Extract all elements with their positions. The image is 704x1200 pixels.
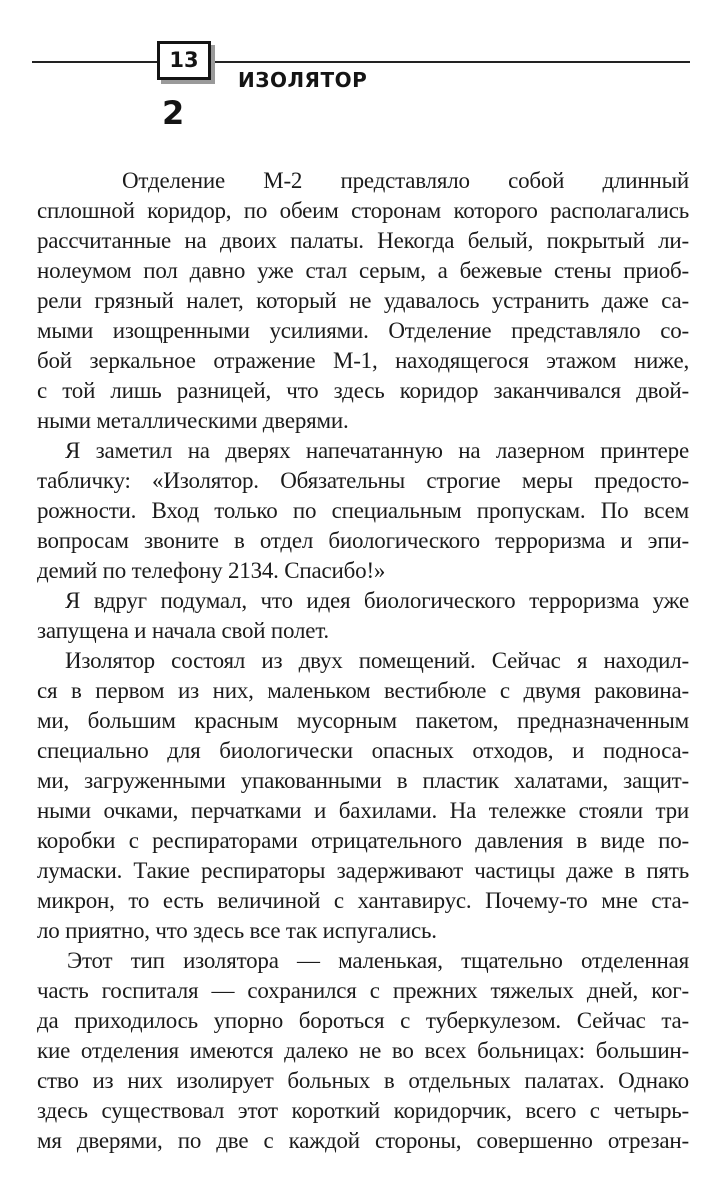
- text-line: специально для биологически опасных отходов, и подноса-: [37, 738, 689, 763]
- page-number: 13: [169, 48, 199, 72]
- text-line: рели грязный налет, который не удавалось устранить даже са-: [37, 288, 689, 313]
- text-line: Этот тип изолятора — маленькая, тщательно отделенная: [67, 948, 689, 973]
- running-title: ИЗОЛЯТОР: [238, 68, 368, 92]
- text-line: здесь существовал этот короткий коридорчик, всего с четырь-: [37, 1098, 689, 1123]
- body-text: [37, 166, 689, 1156]
- page-number-box: [157, 41, 211, 80]
- text-line: запущена и начала свой полет.: [37, 618, 329, 643]
- text-line: лумаски. Такие респираторы задерживают частицы даже в пять: [37, 858, 689, 883]
- text-line: демий по телефону 2134. Спасибо!»: [37, 558, 386, 583]
- text-line: Отделение М-2 представляло собой длинный: [122, 168, 689, 193]
- text-line: микрон, то есть величиной с хантавирус. Почему-то мне ста-: [37, 888, 689, 913]
- text-line: табличку: «Изолятор. Обязательны строгие меры предосто-: [37, 468, 689, 493]
- text-line: вопросам звоните в отдел биологического терроризма и эпи-: [37, 528, 689, 553]
- paragraph: [37, 436, 689, 586]
- text-line: Я вдруг подумал, что идея биологического терроризма уже: [65, 588, 689, 613]
- chapter-number: 2: [162, 94, 185, 132]
- text-line: ми, загруженными упакованными в пластик халатами, защит-: [37, 768, 689, 793]
- text-line: кие отделения имеются далеко не во всех больницах: большин-: [37, 1038, 689, 1063]
- text-line: ся в первом из них, маленьком вестибюле с двумя раковина-: [37, 678, 689, 703]
- text-line: да приходилось упорно бороться с туберкулезом. Сейчас та-: [37, 1008, 689, 1033]
- text-line: ство из них изолирует больных в отдельных палатах. Однако: [37, 1068, 689, 1093]
- text-line: ми, большим красным мусорным пакетом, предназначенным: [37, 708, 689, 733]
- text-line: ными очками, перчатками и бахилами. На тележке стояли три: [37, 798, 689, 823]
- text-line: мыми изощренными усилиями. Отделение представляло со-: [37, 318, 689, 343]
- text-line: бой зеркальное отражение М-1, находящегося этажом ниже,: [37, 348, 689, 373]
- text-line: Изолятор состоял из двух помещений. Сейчас я находил-: [65, 648, 689, 673]
- text-line: часть госпиталя — сохранился с прежних тяжелых дней, ког-: [37, 978, 689, 1003]
- text-line: с той лишь разницей, что здесь коридор заканчивался двой-: [37, 378, 689, 403]
- paragraph: [37, 166, 689, 436]
- paragraph: [37, 946, 689, 1156]
- text-line: рассчитанные на двоих палаты. Некогда белый, покрытый ли-: [37, 228, 689, 253]
- header-rule: [32, 61, 690, 63]
- text-line: коробки с респираторами отрицательного давления в виде по-: [37, 828, 689, 853]
- text-line: мя дверями, по две с каждой стороны, совершенно отрезан-: [37, 1128, 689, 1153]
- text-line: Я заметил на дверях напечатанную на лазерном принтере: [65, 438, 689, 463]
- text-line: нолеумом пол давно уже стал серым, а бежевые стены приоб-: [37, 258, 689, 283]
- paragraph: [37, 646, 689, 946]
- text-line: ными металлическими дверями.: [37, 408, 349, 433]
- text-line: сплошной коридор, по обеим сторонам которого располагались: [37, 198, 689, 223]
- text-line: ло приятно, что здесь все так испугались.: [37, 918, 437, 943]
- paragraph: [37, 586, 689, 646]
- text-line: рожности. Вход только по специальным пропускам. По всем: [37, 498, 689, 523]
